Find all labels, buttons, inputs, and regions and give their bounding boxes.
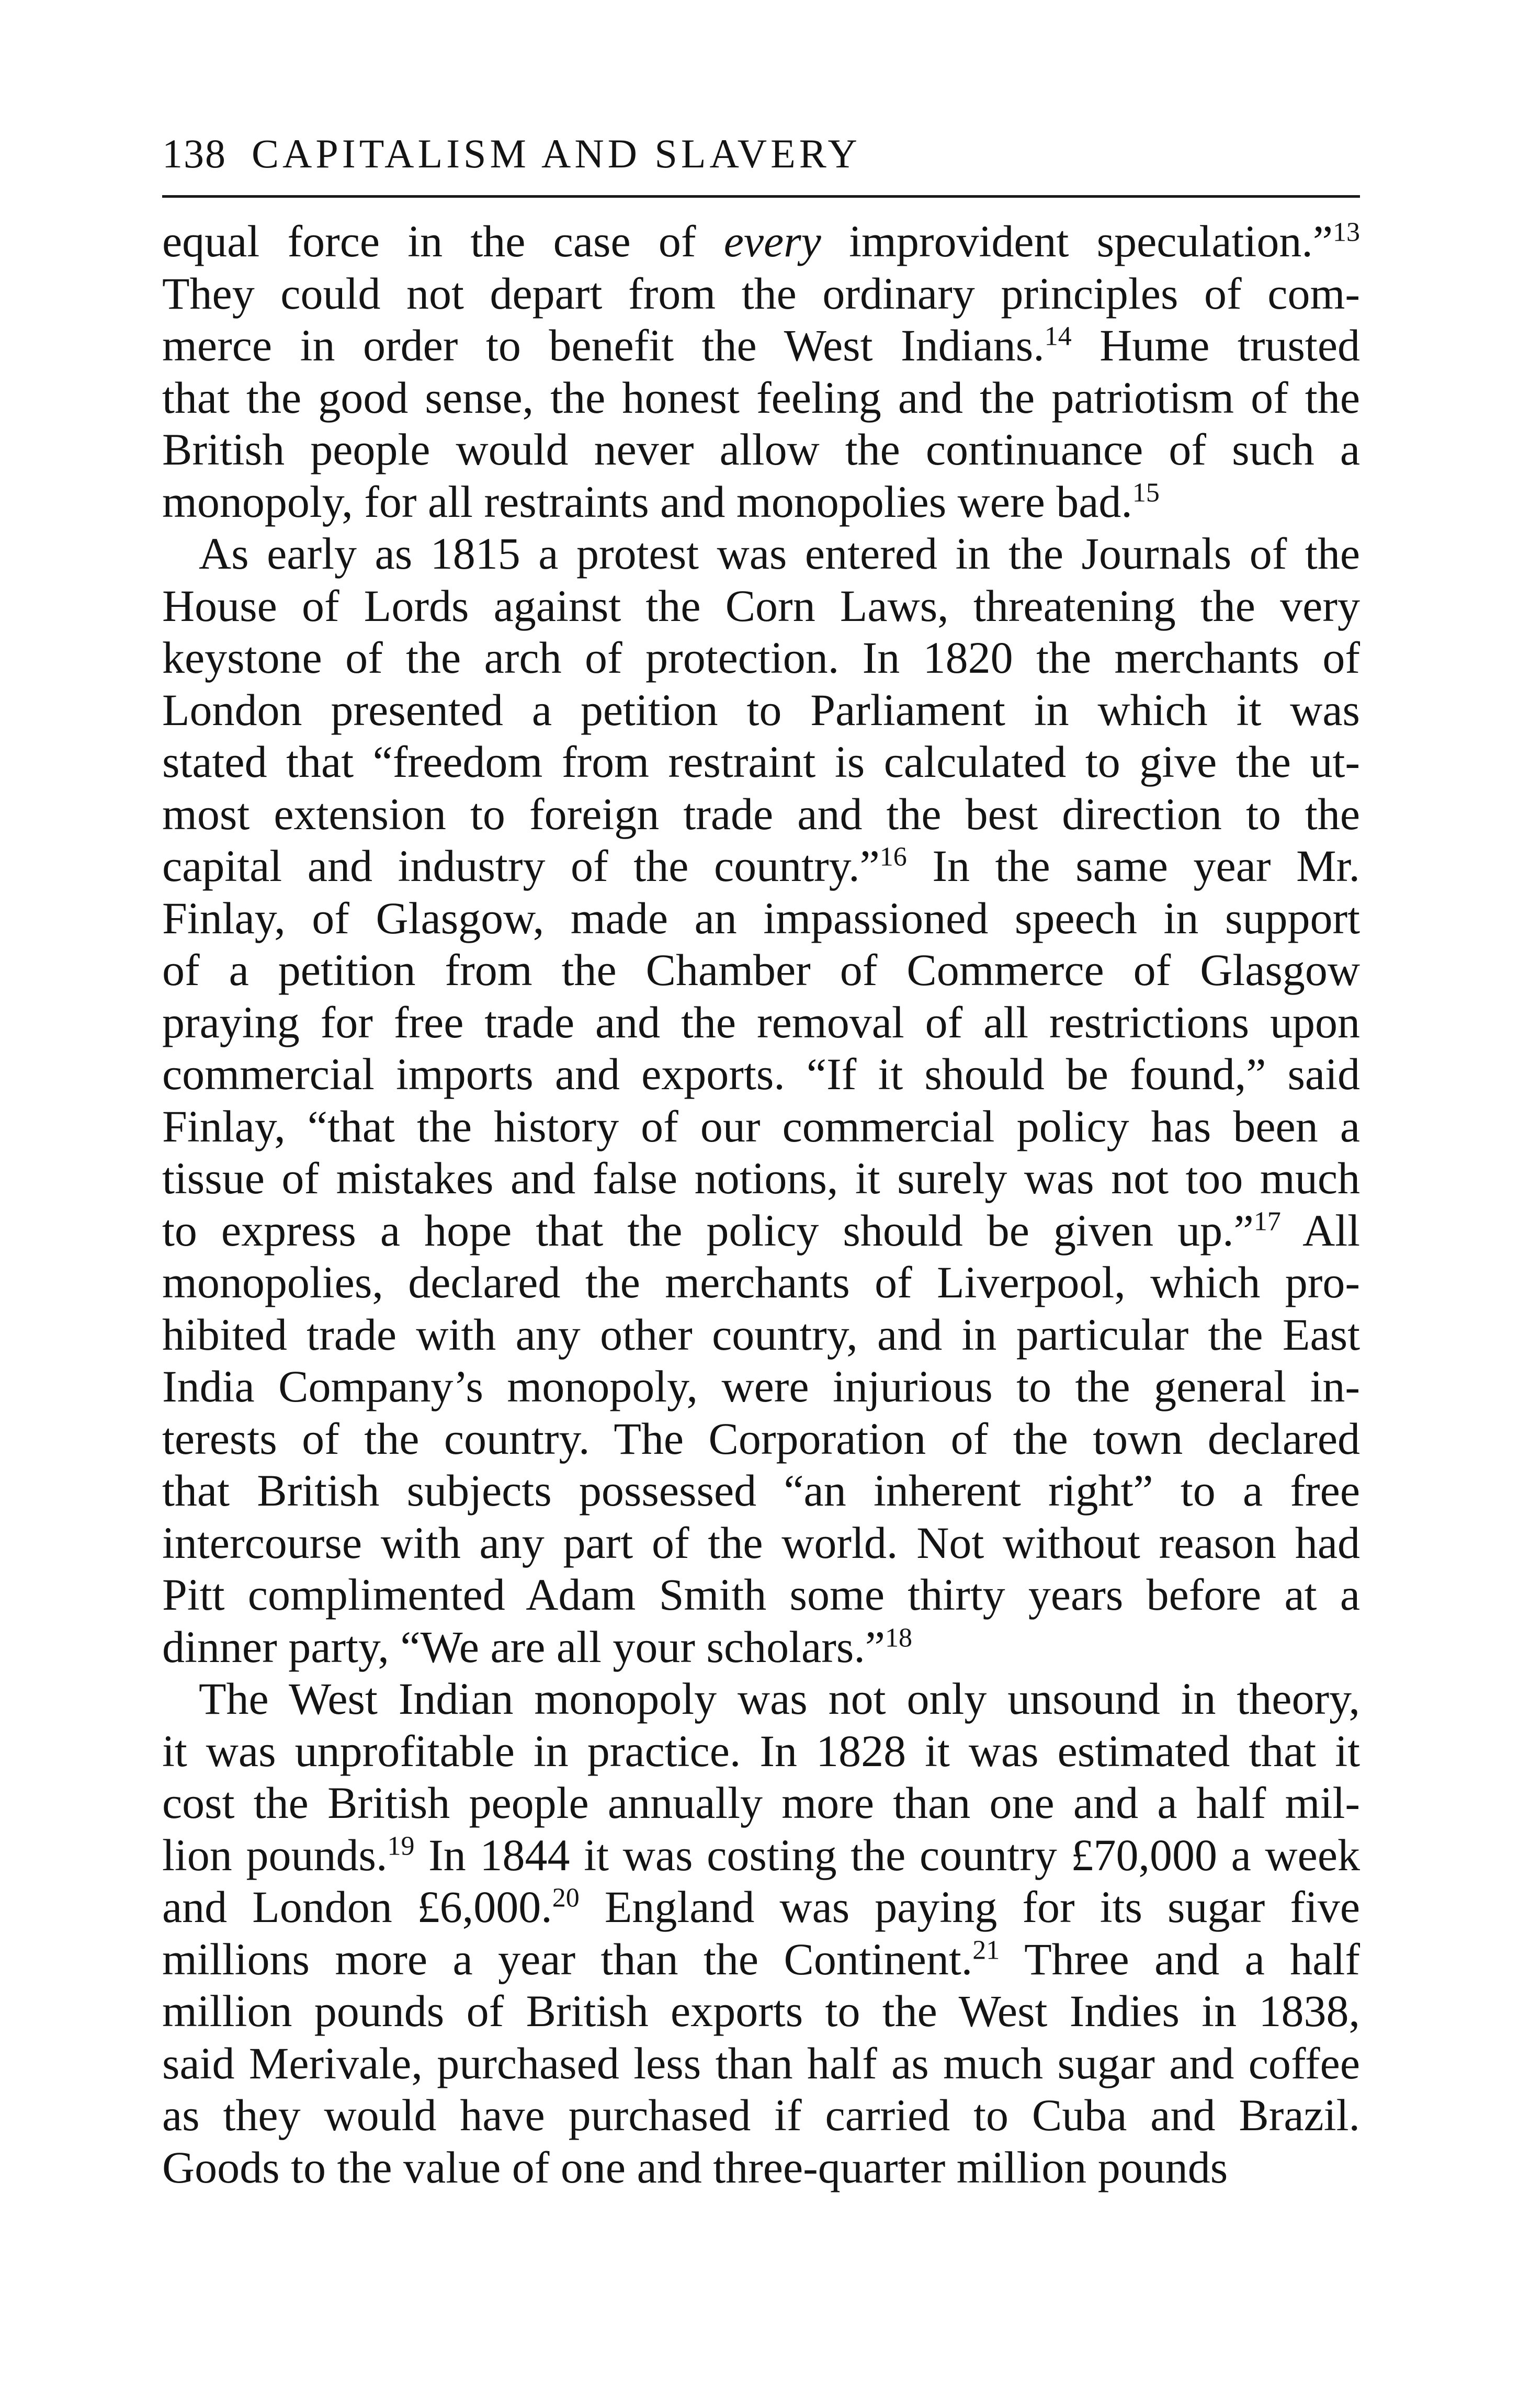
text-line: intercourse with any part of the world. Not without reason had	[162, 1517, 1360, 1568]
text-line: cost the British people annually more than one and a half mil-	[162, 1778, 1360, 1828]
text-line: hibited trade with any other country, and in particular the East	[162, 1309, 1360, 1360]
footnote-marker: 15	[1132, 477, 1160, 507]
page-number: 138	[162, 131, 226, 176]
text-line: Pitt complimented Adam Smith some thirty years before at a	[162, 1569, 1360, 1620]
text-line: it was unprofitable in practice. In 1828 it was estimated that it	[162, 1725, 1360, 1776]
text-line: As early as 1815 a protest was entered in the Journals of the	[199, 528, 1360, 579]
text-line: House of Lords against the Corn Laws, threatening the very	[162, 580, 1360, 631]
text-line: praying for free trade and the removal of all restrictions upon	[162, 997, 1360, 1047]
footnote-marker: 19	[387, 1830, 415, 1861]
text-line: stated that “freedom from restraint is calculated to give the ut-	[162, 737, 1360, 787]
text-line: lion pounds.$^{19}$ In 1844 it was costing the country £70,000 a week	[162, 1829, 1360, 1880]
text-line: monopolies, declared the merchants of Liverpool, which pro-	[162, 1257, 1360, 1307]
emphasis: every	[723, 216, 821, 266]
footnote-marker: 18	[885, 1622, 913, 1653]
header-rule	[162, 195, 1360, 198]
footnote-marker: 20	[552, 1883, 580, 1913]
paragraph	[162, 1673, 1360, 2194]
footnote-marker: 13	[1333, 217, 1360, 247]
text-line: tissue of mistakes and false notions, it surely was not too much	[162, 1153, 1360, 1203]
text-line: They could not depart from the ordinary principles of com-	[162, 268, 1360, 319]
text-line: that British subjects possessed “an inherent right” to a free	[162, 1465, 1360, 1516]
text-line: British people would never allow the continuance of such a	[162, 424, 1360, 474]
text-line: Finlay, of Glasgow, made an impassioned speech in support	[162, 892, 1360, 943]
text-line: India Company’s monopoly, were injurious to the general in-	[162, 1361, 1360, 1411]
text-line: terests of the country. The Corporation of the town declared	[162, 1413, 1360, 1464]
text-line: merce in order to benefit the West Indians.$^{14}$ Hume trusted	[162, 320, 1360, 370]
running-head	[162, 133, 1360, 191]
text-line: Goods to the value of one and three-quarter million pounds	[162, 2142, 1228, 2192]
text-line: Finlay, “that the history of our commercial policy has been a	[162, 1101, 1360, 1151]
paragraph	[162, 216, 1360, 528]
text-line: million pounds of British exports to the West Indies in 1838,	[162, 1986, 1360, 2036]
text-line: capital and industry of the country.”$^{16}$ In the same year Mr.	[162, 841, 1360, 891]
text-line: to express a hope that the policy should be given up.”$^{17}$ All	[162, 1205, 1361, 1256]
text-line: The West Indian monopoly was not only unsound in theory,	[199, 1674, 1360, 1724]
footnote-marker: 16	[879, 842, 907, 872]
text-line: equal force in the case of every improvident speculation.”$^{13}$	[162, 216, 1360, 266]
text-line: keystone of the arch of protection. In 1820 the merchants of	[162, 632, 1360, 683]
text-line: commercial imports and exports. “If it should be found,” said	[162, 1049, 1360, 1099]
footnote-marker: 17	[1253, 1206, 1281, 1236]
running-title: CAPITALISM AND SLAVERY	[252, 131, 861, 176]
text-line: most extension to foreign trade and the best direction to the	[162, 788, 1360, 839]
text-line: monopoly, for all restraints and monopolies were bad.$^{15}$	[162, 476, 1160, 527]
footnote-marker: 21	[972, 1935, 1000, 1965]
text-line: London presented a petition to Parliament in which it was	[162, 684, 1360, 735]
text-line: millions more a year than the Continent.$^{21}$ Three and a half	[162, 1934, 1360, 1984]
body-text	[162, 216, 1360, 2194]
paragraph	[162, 528, 1360, 1673]
text-line: that the good sense, the honest feeling and the patriotism of the	[162, 372, 1360, 423]
book-page	[162, 133, 1360, 2194]
footnote-marker: 14	[1044, 321, 1072, 352]
text-line: of a petition from the Chamber of Commerce of Glasgow	[162, 945, 1360, 995]
text-line: as they would have purchased if carried to Cuba and Brazil.	[162, 2090, 1360, 2140]
text-line: dinner party, “We are all your scholars.”$^{18}$	[162, 1621, 913, 1672]
text-line: said Merivale, purchased less than half as much sugar and coffee	[162, 2038, 1360, 2088]
text-line: and London £6,000.20 England was paying for its sugar five	[162, 1882, 1361, 1932]
